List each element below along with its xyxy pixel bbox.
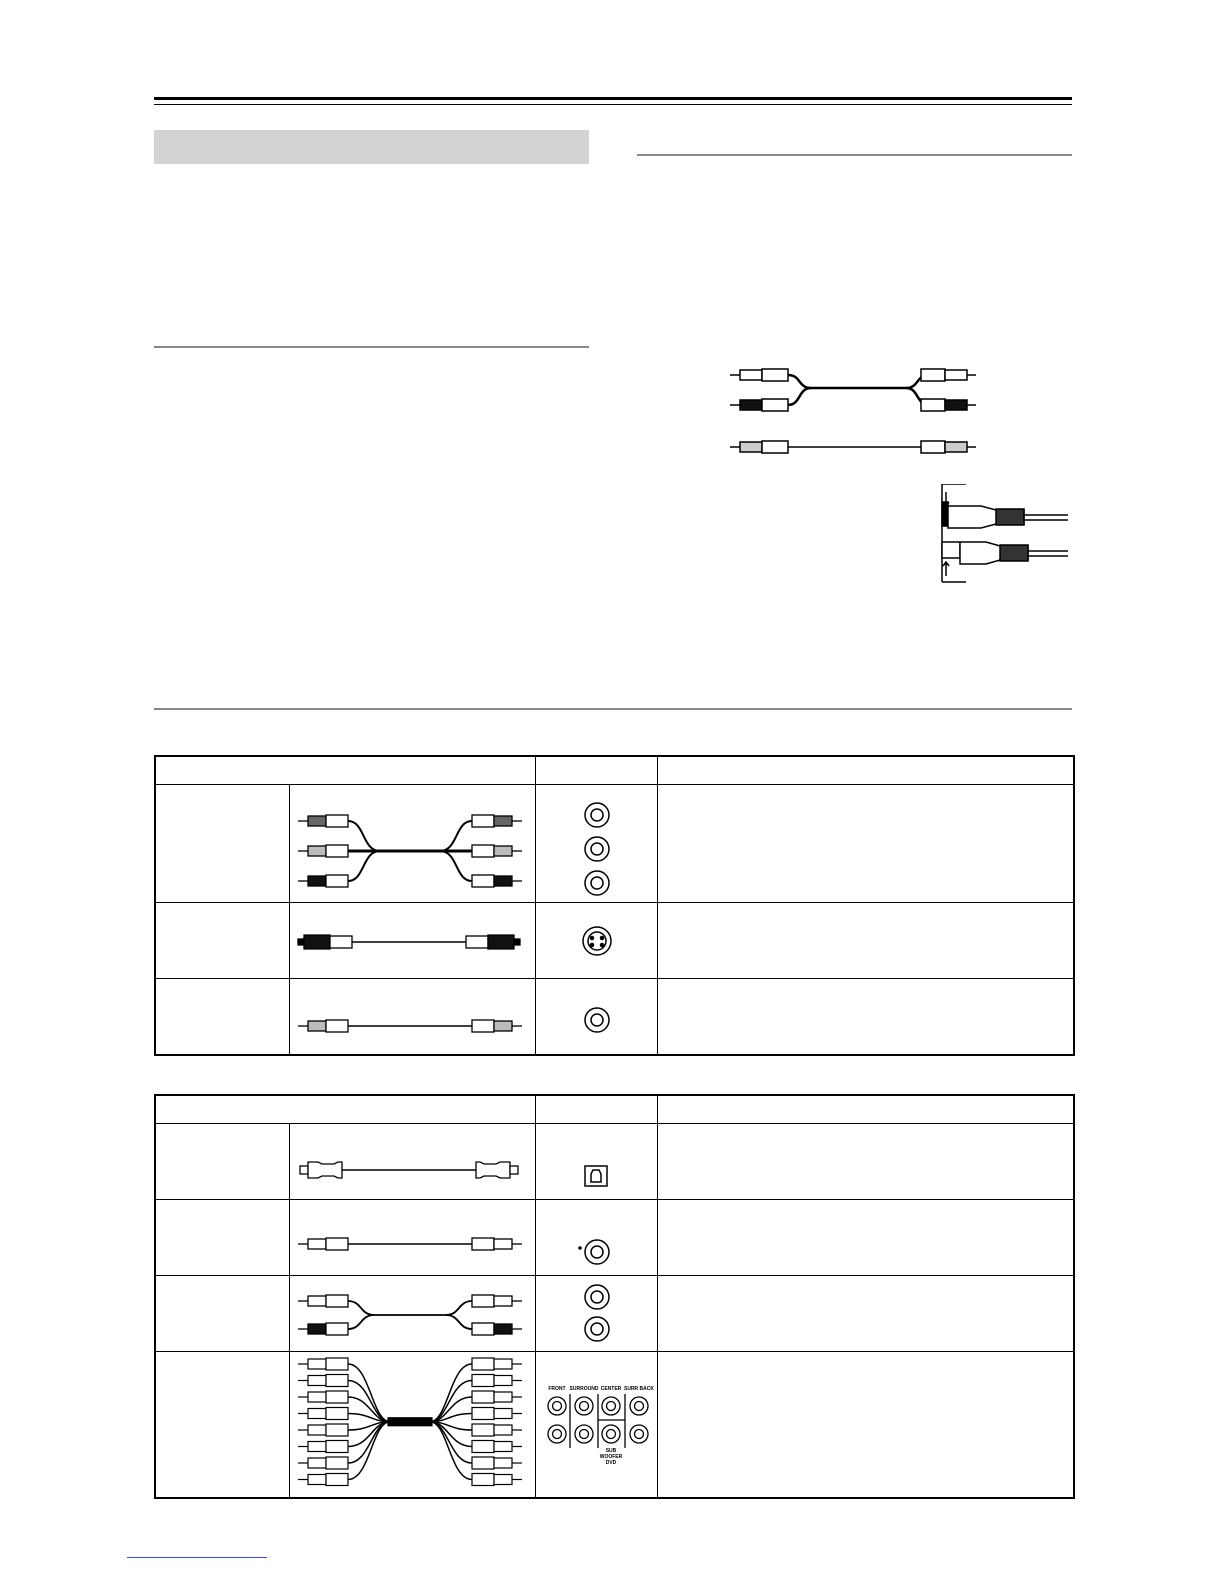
cable-type	[155, 1124, 289, 1200]
analog-jacks-icon	[535, 1276, 657, 1352]
row-description	[657, 979, 1074, 1055]
table-header-row	[155, 756, 1074, 785]
woofer-label: WOOFER	[599, 1454, 622, 1461]
cable-type	[155, 1200, 289, 1276]
audio-connections-table	[154, 1094, 1075, 1499]
header-rule-thin	[154, 104, 1072, 105]
dvd-label: DVD	[605, 1460, 616, 1467]
header-jack	[535, 756, 657, 785]
component-jacks-icon	[535, 785, 657, 903]
center-label: CENTER	[600, 1386, 621, 1393]
cable-type	[155, 979, 289, 1055]
row-description	[657, 785, 1074, 903]
header-cable	[155, 1095, 535, 1124]
rca-cables-illustration	[726, 360, 986, 460]
rca-jack-icon	[535, 979, 657, 1055]
left-subheading-rule	[154, 346, 589, 348]
sub-label: SUB	[605, 1448, 616, 1455]
table-row	[155, 1200, 1074, 1276]
plug-insertion-illustration	[936, 484, 1072, 584]
section-title-box	[154, 130, 589, 164]
table-row	[155, 1124, 1074, 1200]
optical-cable-icon	[289, 1124, 535, 1200]
s-video-jack-icon	[535, 903, 657, 979]
connections-heading-rule	[154, 708, 1072, 710]
row-description	[657, 903, 1074, 979]
surround-label: SURROUND	[569, 1386, 598, 1393]
cable-type	[155, 903, 289, 979]
table-row	[155, 1352, 1074, 1498]
footer-link-underline[interactable]	[127, 1557, 267, 1558]
header-rule-thick	[154, 97, 1072, 100]
front-label: FRONT	[547, 1386, 566, 1393]
table-row	[155, 785, 1074, 903]
analog-stereo-cable-icon	[289, 1276, 535, 1352]
row-description	[657, 1352, 1074, 1498]
composite-video-cable-icon	[289, 979, 535, 1055]
optical-jack-icon	[535, 1124, 657, 1200]
cable-type	[155, 1276, 289, 1352]
cable-type	[155, 785, 289, 903]
video-connections-table	[154, 755, 1075, 1056]
header-cable	[155, 756, 535, 785]
coaxial-cable-icon	[289, 1200, 535, 1276]
component-video-cable-icon	[289, 785, 535, 903]
surr-back-label: SURR BACK	[623, 1386, 654, 1393]
s-video-cable-icon	[289, 903, 535, 979]
coaxial-jack-icon	[535, 1200, 657, 1276]
row-description	[657, 1200, 1074, 1276]
row-description	[657, 1124, 1074, 1200]
header-description	[657, 756, 1074, 785]
table-row	[155, 979, 1074, 1055]
row-description	[657, 1276, 1074, 1352]
table-header-row	[155, 1095, 1074, 1124]
header-jack	[535, 1095, 657, 1124]
multichannel-cable-icon	[289, 1352, 535, 1498]
table-row	[155, 903, 1074, 979]
header-description	[657, 1095, 1074, 1124]
right-heading-rule	[637, 154, 1072, 156]
table-row	[155, 1276, 1074, 1352]
cable-type	[155, 1352, 289, 1498]
multichannel-jacks-icon	[535, 1352, 657, 1498]
